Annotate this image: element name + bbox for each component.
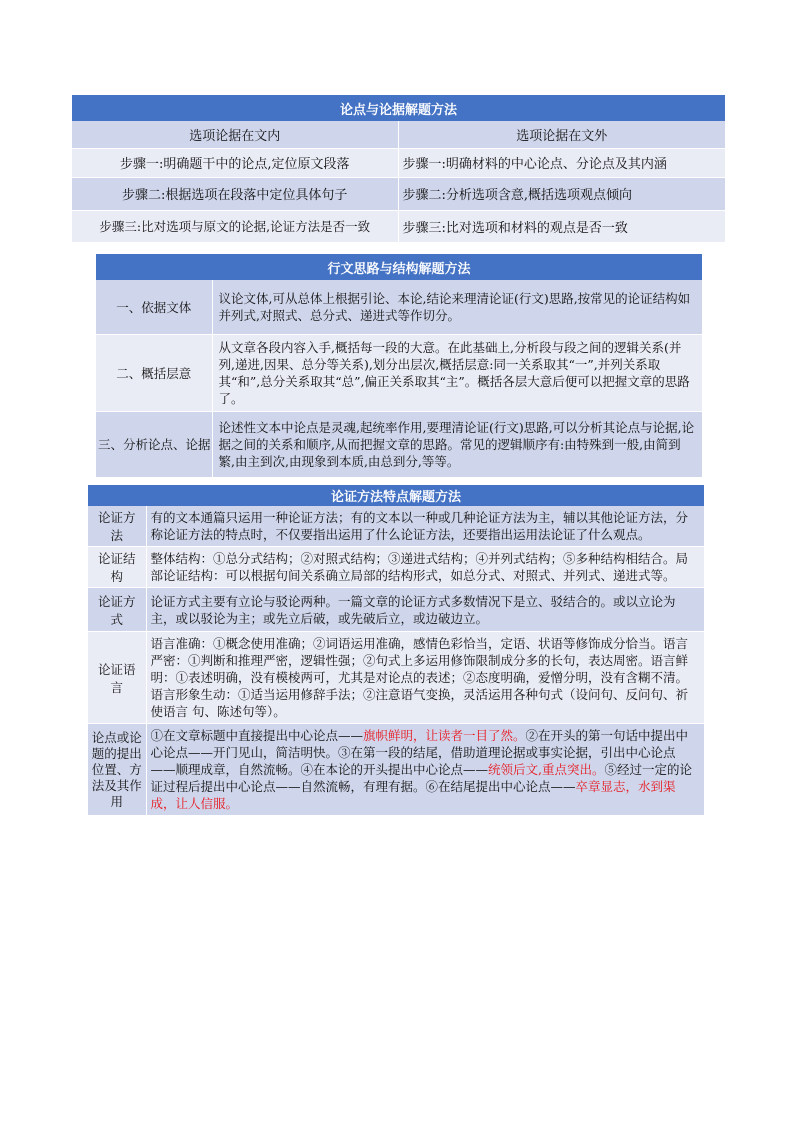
table-row: [88, 506, 704, 547]
text-segment: ①在文章标题中直接提出中心论点——: [150, 728, 364, 743]
row-label: 论证方式: [88, 588, 146, 632]
table-title: 论点与论据解题方法: [72, 95, 725, 121]
row-label: 论证方法: [97, 510, 136, 543]
table-row: [96, 411, 702, 477]
step-inside: 步骤三:比对选项与原文的论据,论证方法是否一致: [72, 210, 398, 242]
table-row: [96, 334, 702, 411]
table-row: [96, 280, 702, 334]
table-row: [72, 148, 725, 177]
column-header-outside: 选项论据在文外: [398, 121, 725, 148]
table-row: [88, 547, 704, 588]
text-segment: ②在开头的第一句话中提出中心论点——开门见山，简洁明快。③在第一段的结尾，借助道理论据或事实论据，引出中心论点——顺理成章，自然流畅。④在本论的开头提出中心论点——: [150, 728, 689, 777]
highlight-text: 卒章显志，水到渠成，让人信服。: [150, 779, 676, 811]
row-label: 论点或论题的提出位置、方法及其作用: [88, 724, 146, 816]
row-text: 整体结构：①总分式结构；②对照式结构；③递进式结构；④并列式结构；⑤多种结构相结合。局部论证结构：可以根据句间关系确立局部的结构形式，如总分式、对照式、并列式、递进式等。: [146, 547, 704, 588]
highlight-text: 统领后文,重点突出。: [488, 762, 605, 777]
step-inside: 步骤二:根据选项在段落中定位具体句子: [72, 177, 398, 210]
row-text: 论证方式主要有立论与驳论两种。一篇文章的论证方式多数情况下是立、驳结合的。或以立论为主，或以驳论为主；或先立后破，或先破后立，或边破边立。: [146, 588, 704, 632]
table-row: [72, 177, 725, 210]
row-text: 论述性文本中论点是灵魂,起统率作用,要理清论证(行文)思路,可以分析其论点与论据,论据之间的关系和顺序,从而把握文章的思路。常见的逻辑顺序有:由特殊到一般,由简到繁,由主到次,由现象到本质,由总到分,等等。: [212, 411, 702, 477]
table-title: 行文思路与结构解题方法: [96, 254, 702, 280]
row-text: 从文章各段内容入手,概括每一段的大意。在此基础上,分析段与段之间的逻辑关系(并列,递进,因果、总分等关系),划分出层次,概括层意:同一关系取其“一”,并列关系取其“和”,总分关系取其“总”,偏正关系取其“主”。概括各层大意后便可以把握文章的思路了。: [212, 334, 702, 411]
row-text: 议论文体,可从总体上根据引论、本论,结论来理清论证(行文)思路,按常见的论证结构如并列式,对照式、总分式、递进式等作切分。: [212, 280, 702, 334]
highlight-text: 旗帜鲜明，让读者一目了然。: [363, 728, 526, 743]
step-outside: 步骤二:分析选项含意,概括选项观点倾向: [398, 177, 725, 210]
table-title: 论证方法特点解题方法: [88, 485, 704, 506]
row-text-rich: [146, 724, 704, 816]
step-inside: 步骤一:明确题干中的论点,定位原文段落: [72, 148, 398, 177]
row-label: 论证语言: [88, 632, 146, 724]
table-row: [72, 210, 725, 242]
row-label: 三、分析论点、论据: [96, 411, 212, 477]
step-outside: 步骤一:明确材料的中心论点、分论点及其内涵: [398, 148, 725, 177]
column-header-inside: 选项论据在文内: [189, 128, 281, 144]
table-row: [88, 724, 704, 816]
table-argument-evidence: [72, 95, 725, 242]
table-argument-methods: [88, 485, 704, 815]
row-label: 论证结构: [88, 547, 146, 588]
step-outside: 步骤三:比对选项和材料的观点是否一致: [398, 210, 725, 242]
table-writing-structure: [96, 254, 702, 477]
row-label: 二、概括层意: [96, 334, 212, 411]
row-text: 有的文本通篇只运用一种论证方法；有的文本以一种或几种论证方法为主，辅以其他论证方法，分称论证方法的特点时，不仅要指出运用了什么论证方法，还要指出运用法论证了什么观点。: [146, 506, 704, 547]
table-row: [88, 588, 704, 632]
text-segment: ⑤经过一定的论证过程后提出中心论点——自然流畅，有理有据。⑥在结尾提出中心论点——: [150, 762, 693, 794]
table-row: [88, 632, 704, 724]
row-label: 一、依据文体: [116, 299, 192, 315]
row-text: 语言准确：①概念使用准确；②词语运用准确，感情色彩恰当，定语、状语等修饰成分恰当。语言严密：①判断和推理严密，逻辑性强；②句式上多运用修饰限制成分多的长句，表达周密。语言鲜明：①表述明确，没有模棱两可，尤其是对论点的表述；②态度明确，爱憎分明，没有含糊不清。语言形象生动：①适当运用修辞手法；②注意语气变换，灵活运用各种句式（设问句、反问句、祈使语言 句、陈述句等）。: [146, 632, 704, 724]
